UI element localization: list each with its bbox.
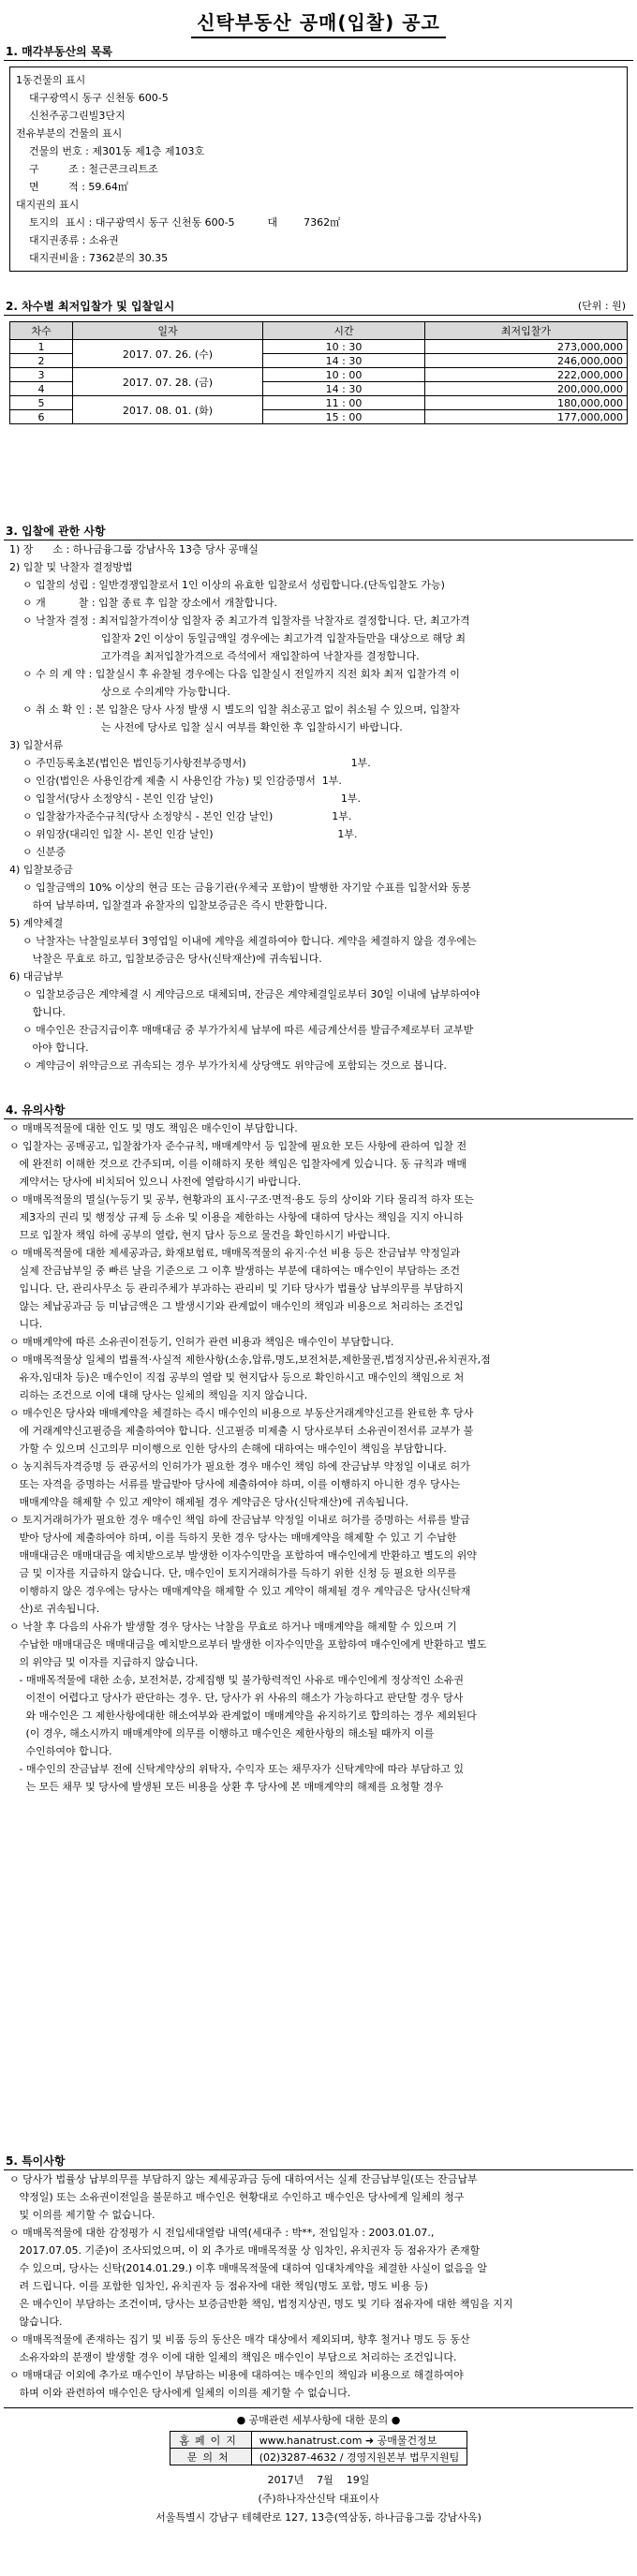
text-line: ㅇ 신분증	[9, 846, 66, 858]
text-line: 는 사전에 당사로 입찰 실시 여부를 확인한 후 입찰하시기 바랍니다.	[9, 721, 403, 733]
property-line: 1동건물의 표시	[16, 74, 86, 86]
section-special-notes	[0, 2153, 637, 2402]
text-line: ㅇ 매매목적물의 멸실(누등기 및 공부, 현황과의 표시·구조·면적·용도 등의 상이와 기타 물리적 하자 또는	[9, 1193, 474, 1206]
text-line: 가할 수 있으며 신고의무 미이행으로 인한 당사의 손해에 대하여는 매수인이 책임을 부담합니다.	[9, 1443, 447, 1455]
text-line: 4) 입찰보증금	[9, 864, 73, 876]
date-cell: 2017. 07. 28. (금)	[73, 368, 263, 396]
price-cell: 200,000,000	[425, 382, 628, 396]
text-line: 하여 납부하며, 입찰결과 유찰자의 입찰보증금은 즉시 반환합니다.	[9, 899, 328, 911]
text-line: 제3자의 권리 및 행정상 규제 등 소유 및 이용을 제한하는 사항에 대하여 당사는 책임을 지지 아니하	[9, 1211, 464, 1223]
section-heading: 1. 매각부동산의 목록	[6, 45, 113, 58]
text-line: 매매계약을 해제할 수 있고 계약이 해제될 경우 계약금은 당사(신탁재산)에 귀속됩니다.	[9, 1496, 408, 1508]
text-line: ㅇ 입찰의 성립 : 일반경쟁입찰로서 1인 이상의 유효한 입찰로서 성립합니다.(단독입찰도 가능)	[9, 579, 445, 591]
property-line: 신천주공그린빌3단지	[29, 110, 126, 122]
table-header-row	[10, 322, 628, 340]
text-line: 고가격을 최저입찰가격으로 즉석에서 재입찰하여 낙찰자를 결정합니다.	[9, 650, 420, 662]
time-cell: 10 : 30	[263, 340, 425, 354]
text-line: 5) 계약체결	[9, 917, 64, 929]
price-cell: 273,000,000	[425, 340, 628, 354]
text-line: ㅇ 토지거래허가가 필요한 경우 매수인 책임 하에 잔금납부 약정일 이내로 허가를 증명하는 서류를 발급	[9, 1514, 470, 1526]
text-line: ㅇ 계약금이 위약금으로 귀속되는 경우 부가가치세 상당액도 위약금에 포함되는 것으로 봅니다.	[9, 1059, 447, 1072]
table-row	[170, 2449, 467, 2465]
text-line: ㅇ 매매목적물상 일체의 법률적·사실적 제한사항(소송,압류,명도,보전처분,제한물권,법정지상권,유치권자,점	[9, 1354, 491, 1366]
text-line: 3) 입찰서류	[9, 739, 64, 751]
signature-block	[0, 2471, 637, 2527]
text-line: 2017.07.05. 기준)이 조사되었으며, 이 외 추가로 매매목적물 상 임차인, 유치권자 등 점유자가 존재할	[9, 2244, 481, 2257]
text-line: 이전이 어렵다고 당사가 판단하는 경우. 단, 당사가 위 사유의 해소가 가능하다고 판단할 경우 당사	[9, 1692, 464, 1704]
round-cell: 6	[10, 410, 73, 424]
text-line: ㅇ 매매목적물에 대한 인도 및 명도 책임은 매수인이 부담합니다.	[9, 1122, 298, 1134]
special-notes-text	[0, 2170, 637, 2402]
homepage-link[interactable]: www.hanatrust.com ➜ 공매물건정보	[251, 2432, 467, 2449]
text-line: ㅇ 매매대금 이외에 추가로 매수인이 부담하는 비용에 대하여는 매수인의 책임과 비용으로 해결하여야	[9, 2369, 464, 2381]
text-line: ㅇ 매매목적물에 대한 제세공과금, 화재보험료, 매매목적물의 유지·수선 비용 등은 잔금납부 약정일과	[9, 1247, 461, 1259]
contact-value: (02)3287-4632 / 경영지원본부 법무지원팀	[251, 2449, 467, 2465]
text-line: - 매수인의 잔금납부 전에 신탁계약상의 위탁자, 수익자 또는 채무자가 신탁계약에 따라 부담하고 있	[9, 1763, 464, 1775]
round-cell: 4	[10, 382, 73, 396]
property-line: 대구광역시 동구 신천동 600-5	[29, 92, 169, 104]
text-line: 금 및 이자를 지급하지 않습니다. 단, 매수인이 토지거래허가를 득하기 위한 신청 등 필요한 의무를	[9, 1567, 457, 1579]
inquiry-banner: ● 공매관련 세부사항에 대한 문의 ●	[236, 2414, 401, 2426]
text-line: 수인하여야 합니다.	[9, 1745, 112, 1757]
divider	[4, 60, 633, 61]
text-line: 및 이의를 제기할 수 없습니다.	[9, 2209, 156, 2221]
text-line: 수 있으며, 당사는 신탁(2014.01.29.) 이후 매매목적물에 대하여 임대차계약을 체결한 사실이 없음을 알	[9, 2262, 488, 2274]
text-line: 에 거래계약신고필증을 제출하여야 합니다. 신고필증 미제출 시 당사로부터 소유권이전서류 교부가 불	[9, 1425, 474, 1437]
section-heading: 5. 특이사항	[6, 2154, 66, 2168]
time-cell: 11 : 00	[263, 396, 425, 410]
text-line: 수납한 매매대금은 매매대금을 예치받으로부터 발생한 이자수익만을 포함하여 매수인에게 반환하고 별도	[9, 1638, 487, 1651]
divider	[4, 2407, 633, 2408]
text-line: ㅇ 위임장(대리인 입찰 시- 본인 인감 날인) 1부.	[9, 828, 358, 840]
text-line: 산)로 귀속됩니다.	[9, 1603, 100, 1615]
time-cell: 10 : 00	[263, 368, 425, 382]
column-header: 최저입찰가	[425, 322, 628, 340]
text-line: 2) 입찰 및 낙찰자 결정방법	[9, 561, 133, 573]
time-cell: 14 : 30	[263, 382, 425, 396]
text-line: ㅇ 낙찰자는 낙찰일로부터 3영업일 이내에 계약을 체결하여야 합니다. 계약을 체결하지 않을 경우에는	[9, 935, 477, 947]
text-line: 는 모든 채무 및 당사에 발생된 모든 비용을 상환 후 당사에 본 매매계약의 해제를 요청할 경우	[9, 1781, 444, 1793]
text-line: 므로 입찰자 책임 하에 공부의 열람, 현지 답사 등으로 물건을 확인하시기 바랍니다.	[9, 1229, 391, 1241]
text-line: 려 드립니다. 이를 포함한 임차인, 유치권자 등 점유자에 대한 책임(명도 포함, 명도 비용 등)	[9, 2280, 428, 2292]
text-line: 6) 대금납부	[9, 970, 64, 983]
text-line: ㅇ 낙찰자 결정 : 최저입찰가격이상 입찰자 중 최고가격 입찰자를 낙찰자로 결정합니다. 단, 최고가격	[9, 614, 470, 627]
section-schedule	[0, 298, 637, 424]
property-line: 구 조 : 철근콘크리트조	[29, 163, 158, 175]
section-cautions	[0, 1102, 637, 1796]
text-line: ㅇ 낙찰 후 다음의 사유가 발생할 경우 당사는 낙찰을 무효로 하거나 매매계약을 해제할 수 있으며 기	[9, 1621, 457, 1633]
round-cell: 2	[10, 354, 73, 368]
text-line: 입찰자 2인 이상이 동일금액일 경우에는 최고가격 입찰자들만을 대상으로 해당 최	[9, 632, 467, 644]
text-line: ㅇ 취 소 확 인 : 본 입찰은 당사 사정 발생 시 별도의 입찰 취소공고 없이 취소될 수 있으며, 입찰자	[9, 703, 460, 716]
text-line: ㅇ 매수인은 잔금지급이후 매매대금 중 부가가치세 납부에 따른 세금계산서를 발급주제로부터 교부받	[9, 1024, 474, 1036]
text-line: 와 매수인은 그 제한사항에대한 해소여부와 관계없이 매매계약을 유지하기로 합의하는 경우 제외된다	[9, 1710, 477, 1722]
table-row	[10, 368, 628, 382]
text-line: 아야 합니다.	[9, 1042, 89, 1054]
section-property-list	[0, 43, 637, 272]
price-cell: 180,000,000	[425, 396, 628, 410]
column-header: 차수	[10, 322, 73, 340]
bidding-text	[0, 540, 637, 1074]
property-line: 토지의 표시 : 대구광역시 동구 신천동 600-5 대 7362㎡	[29, 216, 341, 229]
notice-date: 2017년 7월 19일	[267, 2474, 370, 2486]
time-cell: 14 : 30	[263, 354, 425, 368]
property-line: 대지권의 표시	[16, 199, 80, 211]
company-name: (주)하나자산신탁 대표이사	[258, 2493, 379, 2505]
round-cell: 5	[10, 396, 73, 410]
footer	[0, 2407, 637, 2527]
text-line: 하며 이와 관련하여 매수인은 당사에게 일체의 이의를 제기할 수 없습니다.	[9, 2387, 351, 2399]
text-line: 의 위약금 및 이자를 지급하지 않습니다.	[9, 1656, 199, 1668]
price-cell: 177,000,000	[425, 410, 628, 424]
title-wrap	[0, 0, 637, 34]
text-line: ㅇ 개 찰 : 입찰 종료 후 입찰 장소에서 개찰합니다.	[9, 597, 278, 609]
round-cell: 3	[10, 368, 73, 382]
text-line: ㅇ 입찰금액의 10% 이상의 현금 또는 금융기관(우체국 포함)이 발행한 자기앞 수표를 입찰서와 동봉	[9, 881, 471, 894]
date-cell: 2017. 07. 26. (수)	[73, 340, 263, 368]
text-line: 소유자와의 분쟁이 발생할 경우 이에 대한 일체의 책임은 매수인이 부담으로 처리하는 조건입니다.	[9, 2351, 457, 2363]
contact-table	[170, 2431, 468, 2465]
price-cell: 246,000,000	[425, 354, 628, 368]
text-line: 1) 장 소 : 하나금융그룹 강남사옥 13층 당사 공매실	[9, 543, 259, 555]
text-line: ㅇ 입찰참가자준수규칙(당사 소정양식 - 본인 인감 날인) 1부.	[9, 810, 352, 822]
section-bidding	[0, 523, 637, 1074]
text-line: ㅇ 주민등록초본(법인은 법인등기사항전부증명서) 1부.	[9, 757, 371, 769]
text-line: (이 경우, 해소시까지 매매계약에 의무를 이행하고 매수인은 제한사항의 해소될 때까지 이를	[9, 1727, 435, 1740]
text-line: ㅇ 입찰보증금은 계약체결 시 계약금으로 대체되며, 잔금은 계약체결일로부터 30일 이내에 납부하여야	[9, 988, 481, 1000]
text-line: 유자,임대차 등)은 매수인이 직접 공부의 열람 및 현지답사 등으로 확인하시고 매수인의 책임으로 처	[9, 1371, 465, 1384]
text-line: - 매매목적물에 대한 소송, 보전처분, 강제집행 및 불가항력적인 사유로 매수인에게 정상적인 소유권	[9, 1674, 464, 1686]
price-cell: 222,000,000	[425, 368, 628, 382]
text-line: 실제 잔금납부일 중 빠른 날을 기준으로 그 이후 발생하는 부분에 대하여는 매수인이 부담하는 조건	[9, 1265, 460, 1277]
table-row	[10, 396, 628, 410]
column-header: 일자	[73, 322, 263, 340]
text-line: ㅇ 매수인은 당사와 매매계약을 체결하는 즉시 매수인의 비용으로 부동산거래계약신고를 완료한 후 당사	[9, 1407, 474, 1419]
section-heading: 3. 입찰에 관한 사항	[6, 525, 106, 538]
text-line: ㅇ 인감(법인은 사용인감계 제출 시 사용인감 가능) 및 인감증명서 1부.	[9, 775, 342, 787]
section-heading: 4. 유의사항	[6, 1103, 66, 1117]
divider	[4, 315, 633, 316]
unit-label: (단위 : 원)	[577, 300, 626, 312]
text-line: 합니다.	[9, 1006, 66, 1018]
text-line: ㅇ 농지취득자격증명 등 관공서의 인허가가 필요한 경우 매수인 책임 하에 잔금납부 약정일 이내로 허가	[9, 1460, 470, 1473]
text-line: 은 매수인이 부담하는 조건이며, 당사는 보증금반환 책임, 법정지상권, 명도 및 기타 점유자에 대한 책임을 지지	[9, 2298, 513, 2310]
date-cell: 2017. 08. 01. (화)	[73, 396, 263, 424]
text-line: 매매대금은 매매대금을 예치받으로부 발생한 이자수익만을 포함하여 매수인에게 반환하고 별도의 위약	[9, 1549, 477, 1562]
company-address: 서울특별시 강남구 테헤란로 127, 13층(역삼동, 하나금융그룹 강남사옥)	[156, 2511, 481, 2524]
contact-label: 문의처	[170, 2449, 251, 2465]
text-line: 리하는 조건으로 이에 대해 당사는 일체의 책임을 지지 않습니다.	[9, 1389, 308, 1401]
text-line: 않는 체납공과금 등 미납금액은 그 발생시기와 관계없이 매수인의 책임과 비용으로 처리하는 조건입	[9, 1300, 464, 1312]
text-line: 또는 자격을 증명하는 서류를 발급받아 당사에 제출하여야 하며, 이를 이행하지 아니한 경우 당사는	[9, 1478, 460, 1490]
text-line: ㅇ 수 의 계 약 : 입찰실시 후 유찰될 경우에는 다음 입찰실시 전일까지 직전 회차 최저 입찰가격 이	[9, 668, 460, 680]
text-line: ㅇ 입찰서(당사 소정양식 - 본인 인감 날인) 1부.	[9, 792, 362, 805]
section-heading: 2. 차수별 최저입찰가 및 입찰일시	[6, 300, 175, 313]
text-line: 이행하지 않은 경우에는 당사는 매매계약을 해제할 수 있고 계약이 해제될 경우 계약금은 당사(신탁재	[9, 1585, 471, 1597]
property-line: 면 적 : 59.64㎡	[29, 181, 128, 193]
text-line: 약정일) 또는 소유권이전일을 불문하고 매수인은 현황대로 수인하고 매수인은 당사에게 일체의 청구	[9, 2191, 465, 2203]
round-cell: 1	[10, 340, 73, 354]
page-title: 신탁부동산 공매(입찰) 공고	[191, 7, 446, 38]
text-line: 낙찰은 무효로 하고, 입찰보증금은 당사(신탁재산)에 귀속됩니다.	[9, 953, 322, 965]
text-line: ㅇ 입찰자는 공매공고, 입찰참가자 준수규칙, 매매계약서 등 입찰에 필요한 모든 사항에 관하여 입찰 전	[9, 1140, 467, 1152]
text-line: ㅇ 매매계약에 따른 소유권이전등기, 인허가 관련 비용과 책임은 매수인이 부담합니다.	[9, 1336, 394, 1348]
property-line: 전유부분의 건물의 표시	[16, 127, 123, 140]
text-line: 입니다. 단, 관리사무소 등 관리주체가 부과하는 관리비 및 기타 당사가 법률상 납부의무를 부담하지	[9, 1282, 464, 1295]
time-cell: 15 : 00	[263, 410, 425, 424]
property-line: 대지권종류 : 소유권	[29, 234, 119, 246]
column-header: 시간	[263, 322, 425, 340]
text-line: 에 완전히 이해한 것으로 간주되며, 이를 이해하지 못한 책임은 입찰자에게 있습니다. 동 규칙과 매매	[9, 1158, 467, 1170]
schedule-table	[9, 321, 628, 424]
property-line: 건물의 번호 : 제301동 제1층 제103호	[29, 145, 205, 157]
text-line: 계약서는 당사에 비치되어 있으니 사전에 열람하시기 바랍니다.	[9, 1176, 302, 1188]
contact-label: 홈페이지	[170, 2432, 251, 2449]
text-line: 않습니다.	[9, 2316, 63, 2328]
text-line: 니다.	[9, 1318, 43, 1330]
text-line: 상으로 수의계약 가능합니다.	[9, 686, 230, 698]
text-line: ㅇ 매매목적물에 존재하는 집기 및 비품 등의 동산은 매각 대상에서 제외되며, 향후 철거나 명도 등 동산	[9, 2333, 470, 2346]
property-box	[9, 67, 628, 272]
text-line: ㅇ 당사가 법률상 납부의무를 부담하지 않는 제세공과금 등에 대하여서는 실제 잔금납부일(또는 잔금납부	[9, 2173, 478, 2185]
table-row	[10, 340, 628, 354]
table-row	[170, 2432, 467, 2449]
text-line: ㅇ 매매목적물에 대한 감정평가 시 전입세대열람 내역(세대주 : 박**, 전입일자 : 2003.01.07.,	[9, 2227, 435, 2239]
cautions-text	[0, 1119, 637, 1796]
text-line: 받아 당사에 제출하여야 하며, 이를 득하지 못한 경우 당사는 매매계약을 해제할 수 있고 기 수납한	[9, 1532, 457, 1544]
property-line: 대지권비율 : 7362분의 30.35	[29, 252, 169, 264]
